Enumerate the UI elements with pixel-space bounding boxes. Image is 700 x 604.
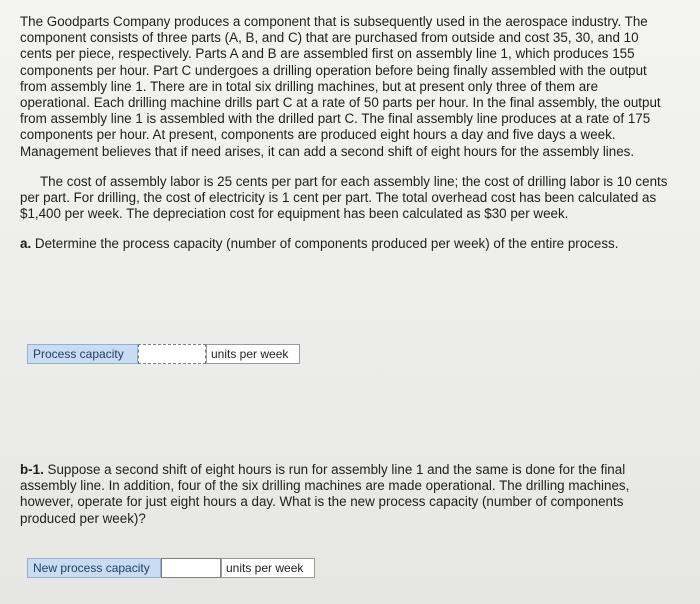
answer-row-b1: [27, 558, 315, 578]
problem-text: [20, 14, 670, 575]
process-capacity-unit: units per week: [206, 344, 300, 364]
answer-row-a: [27, 344, 300, 364]
new-process-capacity-label: New process capacity: [27, 558, 161, 578]
question-a: [20, 236, 670, 252]
process-capacity-label: Process capacity: [27, 344, 138, 364]
new-process-capacity-unit: units per week: [221, 558, 315, 578]
problem-intro: The Goodparts Company produces a component that is subsequently used in the aerospace industry. The component consists of three parts (A, B, and C) that are purchased from outside and cost 35, 30, and 10 cents per piece, respectively. Parts A and B are assembled first on assembly line 1, which produces 155 components per hour. Part C undergoes a drilling operation before being finally assembled with the output from assembly line 1. There are in total six drilling machines, but at present only three of them are operational. Each drilling machine drills part C at a rate of 50 parts per hour. In the final assembly, the output from assembly line 1 is assembled with the drilled part C. The final assembly line produces at a rate of 175 components per hour. At present, components are produced eight hours a day and five days a week. Management believes that if need arises, it can add a second shift of eight hours for the assembly lines.: [20, 14, 661, 159]
new-process-capacity-input[interactable]: [161, 558, 221, 578]
problem-costs: The cost of assembly labor is 25 cents per part for each assembly line; the cost of drilling labor is 10 cents per part. For drilling, the cost of electricity is 1 cent per part. The total overhead cost has been calculated as $1,400 per week. The depreciation cost for equipment has been calculated as $30 per week.: [20, 173, 668, 222]
question-a-label: a.: [20, 236, 32, 252]
question-b1-text: Suppose a second shift of eight hours is run for assembly line 1 and the same is done for the final assembly line. In addition, four of the six drilling machines are made operational. The drilling machines, however, operate for just eight hours a day. What is the new process capacity (number of components produced per week)?: [20, 462, 630, 526]
question-b1: [20, 462, 670, 527]
question-b1-label: b-1.: [20, 462, 44, 477]
question-a-text: Determine the process capacity (number of components produced per week) of the entire process.: [34, 236, 619, 252]
process-capacity-input[interactable]: [138, 344, 206, 364]
